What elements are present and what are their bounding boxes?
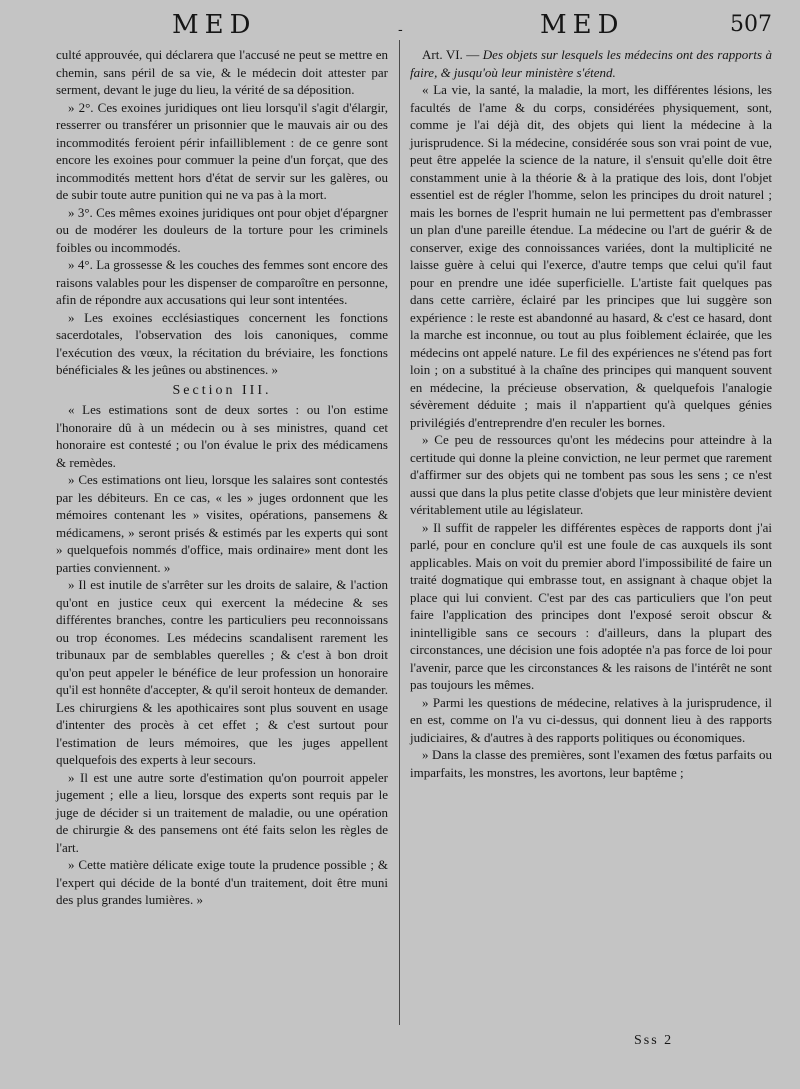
paragraph: » Il est une autre sorte d'estimation qu'on pourroit appeler jugement ; elle a lieu, lorsque des experts sont requis par le juge de décider si un traitement de maladie, ou une opération de chirurgie & des pansemens ont été faits selon les règles de l'art.: [56, 769, 388, 855]
paragraph: » Ces estimations ont lieu, lorsque les salaires sont contestés par les débiteurs. En ce cas, « les » juges ordonnent que les mémoires contenant les » visites, opérations, pansemens & médicamens, » seront prisés & estimés par les experts qui sont » quelquefois nommés d'office, mais ordinaire» ment dont les parties conviennent. »: [56, 472, 388, 575]
paragraph: » Les exoines ecclésiastiques concernent les fonctions sacerdotales, l'observation des lois canoniques, comme l'exécution des vœux, la récitation du bréviaire, les fonctions bénéficiales & les jeûnes ou abstinences. »: [56, 309, 388, 377]
paragraph: » Il est inutile de s'arrêter sur les droits de salaire, & l'action qu'ont en justice ceux qui exercent la médecine & ses différentes branches, contre les particuliers peu reconnoissans ou trop économes. Les médecins scandalisent rarement les tribunaux par de semblables querelles ; & c'est à bon droit qu'on peut appeler le bénéfice de leur profession un honoraire qu'il est honnête d'accepter, & qu'il seroit honteux de demander. Les chirurgiens & les apothicaires sont plus souvent en usage d'intenter des procès à cet effet ; & c'est surtout pour l'estimation de leurs mémoires, que les juges appellent quelquefois des experts à leur secours.: [56, 577, 388, 767]
paragraph: » Dans la classe des premières, sont l'examen des fœtus parfaits ou imparfaits, les monstres, les avortons, leur baptême ;: [410, 747, 772, 780]
column-divider: [399, 40, 400, 1025]
paragraph: » 3°. Ces mêmes exoines juridiques ont pour objet d'épargner ou de modérer les douleurs de la torture pour les criminels foibles ou incommodés.: [56, 204, 388, 255]
signature-mark: Sss 2: [634, 1033, 674, 1048]
paragraph: « La vie, la santé, la maladie, la mort, les différentes lésions, les facultés de l'ame & du corps, considérées physiquement, sont, comme je l'ai déjà dit, des objets qui lient la médecine à la jurisprudence. Si la médecine, considérée sous son vrai point de vue, peut être appelée la science de la nature, il s'ensuit qu'elle doit être constamment unie à la théorie & à la pratique des lois, dont l'objet essentiel est de régler l'homme, selon les principes du droit naturel ; mais les bornes de l'esprit humain ne lui permettent pas d'embrasser un plan d'une pareille étendue. La médecine ou l'art de guérir & de conserver, exige des connoissances variées, dont la multiplicité ne laisse guère à celui qui l'exerce, d'autre temps que celui qu'il faut pour en prendre une idée superficielle. L'artiste fait quelques pas dans cette carrière, éclairé par les principes que lui suggère son expérience : le reste est abandonné au hasard, & c'est ce hasard, dont la marche est inconnue, ou tout au plus foiblement éclairée, que les médecins ont appelé nature. Le fil des expériences ne s'étend pas fort loin ; on a substitué à la chaîne des principes qui manquent souvent en médecine, la précieuse observation, & quelquefois l'analogie sévèrement déduite ; mais il n'appartient qu'à quelques génies privilégiés d'entreprendre d'en reculer les bornes.: [410, 82, 772, 430]
section-title: Section III.: [172, 382, 272, 398]
article-title: Des objets sur lesquels les médecins ont des rapports à faire, & jusqu'où leur ministère s'étend.: [410, 47, 773, 80]
article-heading: [410, 46, 772, 81]
running-head-dash: -: [398, 22, 403, 38]
left-column: [56, 46, 388, 909]
running-head-left: MED: [172, 10, 257, 40]
paragraph: » Il suffit de rappeler les différentes espèces de rapports dont j'ai parlé, pour en conclure qu'il est une foule de cas auxquels ils sont applicables. Mais on voit du premier abord l'impossibilité de faire un traité dogmatique qui embrasse tout, en assignant à chaque objet la place qui lui convient. C'est par des cas particuliers que l'on peut faire l'application des principes dont l'exposé seroit obscur & inintelligible sans ce secours : d'ailleurs, dans la plupart des circonstances, une décision une fois adoptée n'a pas force de loi pour l'avenir, parce que les circonstances & les raisons de l'intérêt ne sont pas toujours les mêmes.: [410, 519, 772, 692]
paragraph: » Cette matière délicate exige toute la prudence possible ; & l'expert qui décide de la bonté d'un traitement, doit être muni des plus grandes lumières. »: [56, 857, 388, 907]
paragraph: » Ce peu de ressources qu'ont les médecins pour atteindre à la certitude qui donne la pleine conviction, ne leur permet que rarement d'affirmer sur des objets qui ne tombent pas sous les sens ; ce n'est aussi que dans la plus petite classe d'objets que leur ministère devient véritablement utile au législateur.: [410, 432, 772, 517]
paragraph: « Les estimations sont de deux sortes : ou l'on estime l'honoraire dû à un médecin ou à ses ministres, quand cet honoraire est contesté ; ou l'on évalue le prix des médicamens & remèdes.: [56, 402, 388, 470]
paragraph: » Parmi les questions de médecine, relatives à la jurisprudence, il en est, comme on l'a vu ci-dessus, qui donnent lieu à des rapports judiciaires, & d'autres à des rapports politiques ou économiques.: [410, 694, 772, 745]
paragraph: culté approuvée, qui déclarera que l'accusé ne peut se mettre en chemin, sans péril de sa vie, & le médecin doit attester par serment, devant le juge du lieu, la vérité de sa déposition.: [56, 47, 388, 97]
article-label: Art. VI. —: [422, 47, 480, 62]
right-column: [410, 46, 772, 781]
running-head-right: MED: [540, 10, 625, 40]
paragraph: » 4°. La grossesse & les couches des femmes sont encore des raisons valables pour les dispenser de comparoître en personne, afin de répondre aux accusations qui leur sont intentées.: [56, 257, 388, 307]
paragraph: » 2°. Ces exoines juridiques ont lieu lorsqu'il s'agit d'élargir, resserrer ou transférer un prisonnier que le mauvais air ou des incommodités feroient périr infailliblement : de ce genre sont encore les exoines pour commuer la peine d'un forçat, que des incommodités mettent hors d'état de servir sur les galères, ou de subir toute autre punition qui ne va pas à la mort.: [56, 99, 388, 202]
page-number: 507: [730, 12, 772, 37]
